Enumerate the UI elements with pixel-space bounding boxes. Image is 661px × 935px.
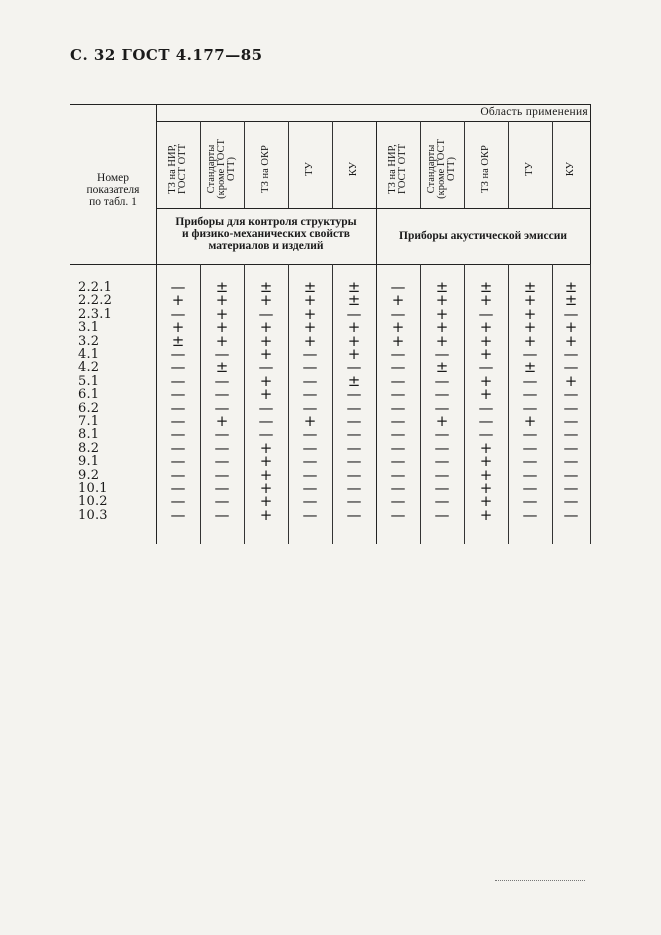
table-cell: — [563, 345, 579, 363]
table-cell: — [170, 304, 186, 323]
table-cell: — [434, 438, 450, 457]
table-cell: — [214, 465, 230, 484]
area-title: Область применения [480, 106, 588, 118]
table-cell: — [170, 425, 186, 444]
table-cell: + [259, 438, 273, 457]
page-header: С. 32 ГОСТ 4.177—85 [70, 46, 263, 64]
table-cell: + [259, 452, 273, 471]
table-cell: + [259, 318, 273, 337]
table-cell: ± [523, 358, 537, 377]
table-cell: — [170, 505, 186, 524]
column-header [244, 128, 288, 210]
table-cell: — [478, 358, 494, 377]
table-cell: — [346, 438, 362, 457]
table-cell: — [563, 358, 579, 377]
table-cell: + [391, 331, 405, 350]
table-cell: ± [347, 278, 361, 296]
table-cell: — [434, 371, 450, 390]
table-cell: — [170, 465, 186, 484]
table-cell: ± [303, 278, 317, 296]
table-cell: ± [215, 358, 229, 377]
table-cell: + [259, 291, 273, 310]
table-cell: + [215, 331, 229, 350]
column-header-line: ТУ [523, 162, 535, 176]
table-cell: + [303, 318, 317, 337]
table-cell: + [479, 479, 493, 497]
table-cell: + [391, 318, 405, 337]
table-cell: — [390, 479, 406, 497]
table-cell: — [214, 479, 230, 497]
table-cell: + [523, 412, 537, 430]
table-cell: — [563, 304, 579, 323]
group-title-line: Приборы для контроля структуры [175, 216, 357, 228]
table-cell: — [302, 452, 318, 471]
column-header [288, 128, 332, 210]
table-cell: — [302, 345, 318, 363]
table-cell: + [435, 318, 449, 337]
table-cell: + [479, 505, 493, 524]
table-cell: + [347, 331, 361, 350]
table-cell: — [563, 465, 579, 484]
table-cell: ± [259, 278, 273, 296]
table-cell: + [215, 318, 229, 337]
table-cell: — [563, 425, 579, 444]
table-cell: — [302, 385, 318, 404]
table-cell: + [523, 291, 537, 310]
table-cell: + [303, 304, 317, 323]
table-cell: + [479, 385, 493, 404]
table-cell: + [347, 345, 361, 363]
table-cell: — [170, 358, 186, 377]
table-top-rule [70, 104, 590, 105]
table-cell: + [479, 465, 493, 484]
table-cell: + [215, 291, 229, 310]
column-header-line: ГОСТ ОТТ [177, 144, 189, 194]
table-cell: ± [347, 291, 361, 310]
table-cell: — [214, 398, 230, 417]
row-label: 10.1 [78, 481, 108, 496]
table-cell: + [259, 331, 273, 350]
table-cell: + [303, 412, 317, 430]
row-label: 3.2 [78, 333, 100, 349]
table-cell: — [302, 438, 318, 457]
column-header-line: Стандарты [206, 144, 218, 194]
table-cell: — [214, 452, 230, 471]
table-cell: + [479, 371, 493, 390]
table-cell: — [170, 385, 186, 404]
table-cell: ± [479, 278, 493, 296]
column-header-line: ТЗ на НИР, [387, 144, 399, 194]
right-border-header [590, 104, 591, 264]
table-cell: — [170, 412, 186, 430]
group-title [160, 216, 372, 252]
table-cell: — [563, 505, 579, 524]
table-cell: — [214, 438, 230, 457]
table-cell: + [259, 345, 273, 363]
table-cell: — [522, 492, 538, 511]
table-cell: — [346, 385, 362, 404]
table-cell: + [215, 304, 229, 323]
table-cell: + [479, 345, 493, 363]
row-header-line: по табл. 1 [89, 196, 137, 208]
table-cell: + [347, 318, 361, 337]
group-title-line: материалов и изделий [208, 240, 324, 252]
table-cell: — [390, 345, 406, 363]
table-cell: — [214, 425, 230, 444]
table-cell: + [523, 318, 537, 337]
table-cell: + [564, 318, 578, 337]
row-header-line: Номер [97, 172, 129, 184]
table-cell: — [563, 452, 579, 471]
table-cell: — [346, 492, 362, 511]
table-cell: — [302, 465, 318, 484]
table-cell: — [478, 304, 494, 323]
column-header-line: КУ [564, 161, 576, 177]
table-cell: + [303, 291, 317, 310]
table-cell: — [390, 438, 406, 457]
table-cell: — [214, 492, 230, 511]
table-cell: + [259, 479, 273, 497]
table-cell: + [564, 331, 578, 350]
table-cell: — [434, 479, 450, 497]
table-cell: — [522, 465, 538, 484]
table-cell: — [302, 425, 318, 444]
table-cell: — [258, 304, 274, 323]
table-cell: — [214, 371, 230, 390]
column-header-line: ОТТ) [446, 157, 458, 181]
table-cell: — [170, 371, 186, 390]
table-cell: + [523, 331, 537, 350]
table-cell: + [303, 331, 317, 350]
footer-mark [495, 880, 585, 882]
table-cell: + [435, 291, 449, 310]
table-cell: — [563, 398, 579, 417]
row-label: 7.1 [78, 414, 100, 429]
table-cell: — [390, 278, 406, 296]
table-cell: + [171, 318, 185, 337]
table-cell: ± [435, 358, 449, 377]
applicability-table [70, 104, 590, 544]
table-cell: + [259, 492, 273, 511]
table-cell: — [478, 425, 494, 444]
column-header [156, 128, 200, 210]
table-cell: — [346, 465, 362, 484]
table-cell: — [434, 398, 450, 417]
table-cell: — [434, 345, 450, 363]
table-cell: — [434, 492, 450, 511]
column-header [508, 128, 552, 210]
table-cell: — [302, 479, 318, 497]
table-cell: — [522, 345, 538, 363]
table-cell: — [390, 465, 406, 484]
column-header-line: КУ [347, 161, 359, 177]
table-cell: + [259, 371, 273, 390]
table-cell: — [170, 278, 186, 296]
table-cell: — [522, 398, 538, 417]
group-title-line: и физико-механических свойств [182, 228, 350, 240]
table-cell: — [170, 479, 186, 497]
row-label: 10.3 [78, 507, 108, 523]
row-label: 2.2.1 [78, 280, 113, 295]
row-label: 9.1 [78, 454, 100, 470]
table-cell: — [346, 452, 362, 471]
row-label: 8.1 [78, 427, 100, 443]
table-cell: + [259, 385, 273, 404]
table-cell: — [214, 385, 230, 404]
table-cell: + [171, 291, 185, 310]
table-cell: — [346, 425, 362, 444]
table-cell: — [434, 465, 450, 484]
column-header-line: ТУ [303, 162, 315, 176]
table-cell: ± [523, 278, 537, 296]
table-cell: — [522, 505, 538, 524]
table-cell: — [346, 479, 362, 497]
column-header [200, 128, 244, 210]
table-cell: + [215, 412, 229, 430]
table-cell: — [302, 398, 318, 417]
table-cell: — [258, 398, 274, 417]
table-cell: — [522, 385, 538, 404]
row-label: 6.1 [78, 387, 100, 403]
table-cell: + [479, 318, 493, 337]
table-cell: — [346, 505, 362, 524]
row-label: 4.1 [78, 347, 100, 362]
table-cell: — [390, 358, 406, 377]
table-cell: + [564, 371, 578, 390]
table-cell: — [522, 479, 538, 497]
table-cell: — [346, 358, 362, 377]
table-cell: — [390, 385, 406, 404]
table-cell: — [478, 412, 494, 430]
column-header-line: ТЗ на ОКР [260, 145, 272, 193]
table-cell: — [170, 452, 186, 471]
table-cell: — [434, 452, 450, 471]
table-cell: — [170, 492, 186, 511]
table-cell: + [435, 412, 449, 430]
row-header-line: показателя [86, 184, 140, 196]
table-cell: — [258, 358, 274, 377]
table-cell: — [522, 371, 538, 390]
table-cell: — [522, 438, 538, 457]
table-cell: — [302, 505, 318, 524]
row-label: 4.2 [78, 360, 100, 376]
row-label: 3.1 [78, 320, 100, 336]
table-cell: — [478, 398, 494, 417]
column-header [464, 128, 508, 210]
table-cell: — [434, 505, 450, 524]
row-label: 8.2 [78, 440, 100, 456]
column-header [420, 128, 464, 210]
table-cell: ± [215, 278, 229, 296]
table-cell: ± [564, 278, 578, 296]
table-cell: — [563, 492, 579, 511]
table-cell: + [435, 331, 449, 350]
table-cell: — [346, 304, 362, 323]
table-cell: + [391, 291, 405, 310]
table-cell: — [170, 345, 186, 363]
column-header [332, 128, 376, 210]
table-cell: ± [347, 371, 361, 390]
column-header-line: ОТТ) [226, 157, 238, 181]
table-cell: — [170, 398, 186, 417]
row-label: 2.2.2 [78, 293, 113, 309]
table-cell: — [390, 505, 406, 524]
table-cell: — [346, 412, 362, 430]
table-cell: + [479, 492, 493, 511]
table-cell: — [563, 438, 579, 457]
table-cell: + [479, 452, 493, 471]
table-cell: — [563, 412, 579, 430]
table-cell: — [390, 412, 406, 430]
row-label: 9.2 [78, 467, 100, 483]
table-cell: — [563, 479, 579, 497]
column-header-line: ТЗ на НИР, [167, 144, 179, 194]
table-cell: — [214, 505, 230, 524]
table-cell: + [435, 304, 449, 323]
table-cell: + [479, 438, 493, 457]
table-cell: — [258, 425, 274, 444]
table-cell: — [390, 492, 406, 511]
table-cell: — [390, 398, 406, 417]
table-cell: ± [435, 278, 449, 296]
table-cell: + [479, 331, 493, 350]
right-border-body [590, 264, 591, 544]
table-cell: + [259, 505, 273, 524]
table-cell: — [346, 398, 362, 417]
table-cell: + [259, 465, 273, 484]
table-cell: — [214, 345, 230, 363]
table-cell: — [170, 438, 186, 457]
column-header-line: (кроме ГОСТ [436, 139, 448, 199]
group-title-line: Приборы акустической эмиссии [399, 230, 567, 242]
row-label: 2.3.1 [78, 306, 113, 322]
column-header-line: ГОСТ ОТТ [397, 144, 409, 194]
row-header [70, 172, 156, 208]
table-cell: — [390, 452, 406, 471]
row-label: 5.1 [78, 373, 100, 389]
group-title [380, 230, 586, 242]
table-cell: — [302, 371, 318, 390]
area-title-rule [156, 121, 590, 122]
table-cell: — [563, 385, 579, 404]
table-cell: — [302, 492, 318, 511]
table-cell: ± [171, 331, 185, 350]
table-cell: — [522, 452, 538, 471]
row-label: 10.2 [78, 494, 108, 510]
row-label: 6.2 [78, 400, 100, 416]
table-cell: — [434, 425, 450, 444]
column-header-line: Стандарты [426, 144, 438, 194]
column-header-line: (кроме ГОСТ [216, 139, 228, 199]
table-cell: + [479, 291, 493, 310]
table-cell: — [522, 425, 538, 444]
table-cell: — [390, 371, 406, 390]
table-cell: — [434, 385, 450, 404]
column-header-line: ТЗ на ОКР [480, 145, 492, 193]
table-cell: — [390, 425, 406, 444]
table-cell: ± [564, 291, 578, 310]
header-bottom-rule [70, 264, 590, 265]
column-header [552, 128, 590, 210]
table-cell: — [258, 412, 274, 430]
table-cell: — [390, 304, 406, 323]
table-cell: + [523, 304, 537, 323]
table-cell: — [302, 358, 318, 377]
column-header [376, 128, 420, 210]
